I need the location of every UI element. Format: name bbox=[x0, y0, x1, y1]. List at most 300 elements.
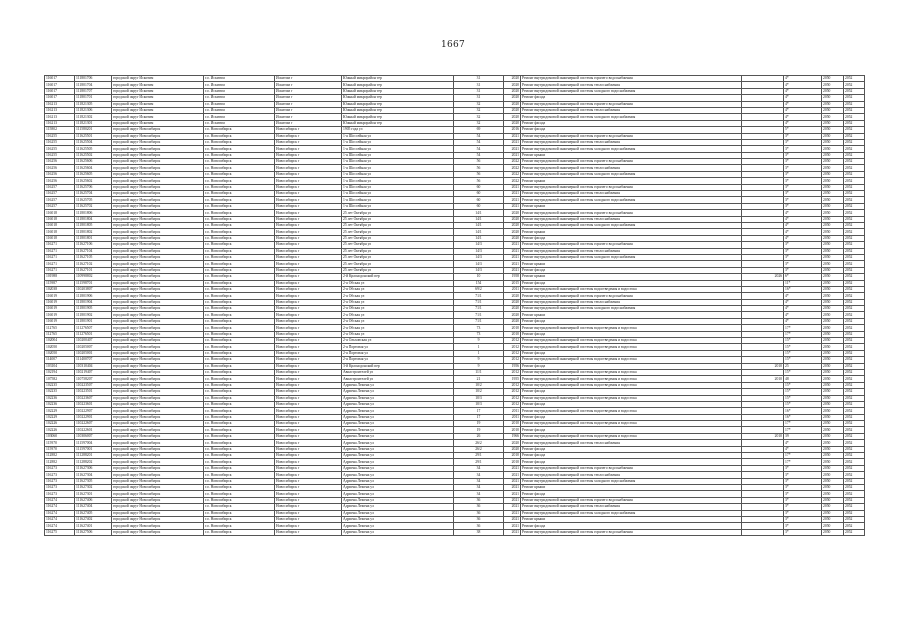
house-number-cell: 71/1 bbox=[454, 318, 504, 324]
year-cell: 1958 bbox=[504, 274, 521, 280]
city-district-cell: г.о. Новосибирск bbox=[204, 453, 275, 459]
house-number-cell: 26 bbox=[454, 433, 504, 439]
municipality-cell: городской округ Новосибирск bbox=[112, 504, 204, 510]
year-cell: 2022 bbox=[504, 159, 521, 165]
work-code-cell: 111627101 bbox=[75, 267, 112, 273]
house-id-cell: 102235 bbox=[45, 389, 75, 395]
plan-end-cell: 2052 bbox=[844, 369, 865, 375]
work-code-cell: 110223601 bbox=[75, 401, 112, 407]
municipality-cell: городской округ Новосибирск bbox=[112, 433, 204, 439]
work-type-cell: Ремонт фасада bbox=[521, 414, 742, 420]
house-number-cell: 60 bbox=[454, 203, 504, 209]
municipality-cell: городской округ Новосибирск bbox=[112, 350, 204, 356]
municipality-cell: городской округ Новосибирск bbox=[112, 414, 204, 420]
plan-end-cell: 2052 bbox=[844, 491, 865, 497]
street-cell: Адриена Лежена ул bbox=[342, 516, 454, 522]
wear-cell: 4* bbox=[784, 229, 822, 235]
house-number-cell: 14/1 bbox=[454, 235, 504, 241]
work-code-cell: 111276507 bbox=[75, 325, 112, 331]
year-cell: 1956 bbox=[504, 363, 521, 369]
city-district-cell: г.о. Новосибирск bbox=[204, 242, 275, 248]
locality-cell: Новосибирск г bbox=[275, 350, 342, 356]
street-cell: 2-я Ольховская ул bbox=[342, 338, 454, 344]
plan-end-cell: 2052 bbox=[844, 363, 865, 369]
locality-cell: Новосибирск г bbox=[275, 446, 342, 452]
municipality-cell: городской округ Новосибирск bbox=[112, 376, 204, 382]
plan-end-cell: 2052 bbox=[844, 446, 865, 452]
locality-cell: Новосибирск г bbox=[275, 139, 342, 145]
city-district-cell: г.о. Новосибирск bbox=[204, 191, 275, 197]
plan-start-cell: 2050 bbox=[822, 427, 844, 433]
work-code-cell: 110222607 bbox=[75, 421, 112, 427]
city-district-cell: г.о. Новосибирск bbox=[204, 197, 275, 203]
locality-cell: Новосибирск г bbox=[275, 472, 342, 478]
plan-start-cell: 2050 bbox=[822, 203, 844, 209]
house-id-cell: 116257 bbox=[45, 203, 75, 209]
work-type-cell: Ремонт внутридомовой инженерной системы водоотведения и водостока bbox=[521, 395, 742, 401]
plan-start-cell: 2050 bbox=[822, 216, 844, 222]
year-cell: 2021 bbox=[504, 472, 521, 478]
work-code-cell: 111598701 bbox=[75, 280, 112, 286]
street-cell: 1-я Шоссейная ул bbox=[342, 203, 454, 209]
street-cell: 25 лет Октября ул bbox=[342, 254, 454, 260]
plan-end-cell: 2052 bbox=[844, 146, 865, 152]
locality-cell: Новосибирск г bbox=[275, 465, 342, 471]
municipality-cell: городской округ Новосибирск bbox=[112, 529, 204, 535]
street-cell: 1-я Шоссейная ул bbox=[342, 197, 454, 203]
house-id-cell: 116019 bbox=[45, 318, 75, 324]
house-number-cell: 34 bbox=[454, 491, 504, 497]
house-number-cell: 9 bbox=[454, 357, 504, 363]
wear-cell: 6* bbox=[784, 274, 822, 280]
plan-end-cell: 2052 bbox=[844, 107, 865, 113]
street-cell: Адриена Лежена ул bbox=[342, 510, 454, 516]
street-cell: 2-я Обская ул bbox=[342, 312, 454, 318]
plan-end-cell: 2052 bbox=[844, 216, 865, 222]
house-id-cell: 103104 bbox=[45, 363, 75, 369]
house-number-cell: 26/2 bbox=[454, 440, 504, 446]
wear-cell: 4* bbox=[784, 306, 822, 312]
house-number-cell: 14/3 bbox=[454, 254, 504, 260]
house-number-cell: 32 bbox=[454, 107, 504, 113]
plan-end-cell: 2052 bbox=[844, 210, 865, 216]
year-cell: 2021 bbox=[504, 197, 521, 203]
house-id-cell: 116274 bbox=[45, 523, 75, 529]
work-type-cell: Ремонт внутридомовой инженерной системы горячего водоснабжения bbox=[521, 184, 742, 190]
year-cell: 2020 bbox=[504, 210, 521, 216]
municipality-cell: городской округ Новосибирск bbox=[112, 485, 204, 491]
plan-end-cell: 2052 bbox=[844, 516, 865, 522]
wear-cell: 3* bbox=[784, 510, 822, 516]
wear-cell: 4* bbox=[784, 312, 822, 318]
plan-end-cell: 2052 bbox=[844, 203, 865, 209]
wear-cell: 15* bbox=[784, 382, 822, 388]
locality-cell: Новосибирск г bbox=[275, 427, 342, 433]
street-cell: 2-я Обская ул bbox=[342, 325, 454, 331]
plan-end-cell: 2052 bbox=[844, 293, 865, 299]
city-district-cell: г.о. Новосибирск bbox=[204, 344, 275, 350]
work-type-cell: Ремонт фасада bbox=[521, 331, 742, 337]
wear-cell: 17* bbox=[784, 331, 822, 337]
street-cell: 1-я Шоссейная ул bbox=[342, 171, 454, 177]
year-cell: 2020 bbox=[504, 312, 521, 318]
municipality-cell: городской округ Новосибирск bbox=[112, 331, 204, 337]
plan-end-cell: 2052 bbox=[844, 261, 865, 267]
house-id-cell: 116271 bbox=[45, 254, 75, 260]
locality-cell: Новосибирск г bbox=[275, 248, 342, 254]
street-cell: 1-я Шоссейная ул bbox=[342, 165, 454, 171]
wear-cell: 3* bbox=[784, 171, 822, 177]
plan-start-cell: 2050 bbox=[822, 242, 844, 248]
work-code-cell: 111801906 bbox=[75, 293, 112, 299]
street-cell: Адриена Лежена ул bbox=[342, 395, 454, 401]
house-number-cell: 71/1 bbox=[454, 306, 504, 312]
work-type-cell: Ремонт фасада bbox=[521, 120, 742, 126]
house-number-cell: 34 bbox=[454, 485, 504, 491]
house-id-cell: 112765 bbox=[45, 325, 75, 331]
municipality-cell: городской округ Новосибирск bbox=[112, 382, 204, 388]
last-repair-year-cell: 2026 bbox=[742, 274, 784, 280]
last-repair-year-cell: 2010 bbox=[742, 433, 784, 439]
city-district-cell: г.о. Искитим bbox=[204, 95, 275, 101]
street-cell: 2-я Портовая ул bbox=[342, 344, 454, 350]
wear-cell: 17* bbox=[784, 421, 822, 427]
street-cell: 2-й Краснодонский пер bbox=[342, 274, 454, 280]
year-cell: 2021 bbox=[504, 254, 521, 260]
street-cell: Адриена Лежена ул bbox=[342, 453, 454, 459]
year-cell: 2021 bbox=[504, 465, 521, 471]
house-id-cell: 102236 bbox=[45, 395, 75, 401]
house-id-cell: 102038 bbox=[45, 286, 75, 292]
locality-cell: Новосибирск г bbox=[275, 216, 342, 222]
municipality-cell: городской округ Искитим bbox=[112, 95, 204, 101]
plan-end-cell: 2052 bbox=[844, 229, 865, 235]
street-cell: Адриена Лежена ул bbox=[342, 491, 454, 497]
street-cell: Адриена Лежена ул bbox=[342, 465, 454, 471]
work-code-cell: 111625606 bbox=[75, 159, 112, 165]
work-type-cell: Ремонт внутридомовой инженерной системы холодного водоснабжения bbox=[521, 146, 742, 152]
street-cell: 25 лет Октября ул bbox=[342, 222, 454, 228]
house-number-cell: 1 bbox=[454, 350, 504, 356]
wear-cell: 3* bbox=[784, 152, 822, 158]
plan-start-cell: 2050 bbox=[822, 312, 844, 318]
work-type-cell: Ремонт внутридомовой инженерной системы теплоснабжения bbox=[521, 82, 742, 88]
plan-start-cell: 2050 bbox=[822, 465, 844, 471]
municipality-cell: городской округ Искитим bbox=[112, 114, 204, 120]
plan-start-cell: 2050 bbox=[822, 254, 844, 260]
city-district-cell: г.о. Новосибирск bbox=[204, 248, 275, 254]
year-cell: 2021 bbox=[504, 203, 521, 209]
street-cell: Южный микрорайон тер bbox=[342, 76, 454, 82]
locality-cell: Новосибирск г bbox=[275, 389, 342, 395]
municipality-cell: городской округ Новосибирск bbox=[112, 395, 204, 401]
street-cell: 25 лет Октября ул bbox=[342, 248, 454, 254]
plan-end-cell: 2052 bbox=[844, 453, 865, 459]
locality-cell: Искитим г bbox=[275, 120, 342, 126]
municipality-cell: городской округ Новосибирск bbox=[112, 139, 204, 145]
locality-cell: Новосибирск г bbox=[275, 357, 342, 363]
year-cell: 2020 bbox=[504, 446, 521, 452]
plan-end-cell: 2052 bbox=[844, 114, 865, 120]
year-cell: 2022 bbox=[504, 165, 521, 171]
plan-end-cell: 2052 bbox=[844, 280, 865, 286]
locality-cell: Новосибирск г bbox=[275, 127, 342, 133]
locality-cell: Новосибирск г bbox=[275, 504, 342, 510]
municipality-cell: городской округ Новосибирск bbox=[112, 497, 204, 503]
year-cell: 2020 bbox=[504, 222, 521, 228]
city-district-cell: г.о. Новосибирск bbox=[204, 516, 275, 522]
street-cell: 2-я Обская ул bbox=[342, 306, 454, 312]
municipality-cell: городской округ Новосибирск bbox=[112, 235, 204, 241]
street-cell: 2-я Обская ул bbox=[342, 286, 454, 292]
work-code-cell: 110222601 bbox=[75, 427, 112, 433]
year-cell: 2021 bbox=[504, 497, 521, 503]
work-code-cell: 111597004 bbox=[75, 440, 112, 446]
municipality-cell: городской округ Новосибирск bbox=[112, 261, 204, 267]
city-district-cell: г.о. Новосибирск bbox=[204, 414, 275, 420]
street-cell: 1-я Шоссейная ул bbox=[342, 191, 454, 197]
city-district-cell: г.о. Искитим bbox=[204, 114, 275, 120]
street-cell: Адриена Лежена ул bbox=[342, 433, 454, 439]
city-district-cell: г.о. Новосибирск bbox=[204, 178, 275, 184]
wear-cell: 3* bbox=[784, 472, 822, 478]
city-district-cell: г.о. Новосибирск bbox=[204, 229, 275, 235]
work-code-cell: 111801707 bbox=[75, 88, 112, 94]
municipality-cell: городской округ Новосибирск bbox=[112, 197, 204, 203]
house-number-cell: 34 bbox=[454, 472, 504, 478]
locality-cell: Новосибирск г bbox=[275, 376, 342, 382]
work-type-cell: Ремонт фасада bbox=[521, 363, 742, 369]
plan-end-cell: 2052 bbox=[844, 401, 865, 407]
street-cell: 3-й Краснодонский пер bbox=[342, 363, 454, 369]
wear-cell: 16* bbox=[784, 408, 822, 414]
house-number-cell: 36 bbox=[454, 516, 504, 522]
work-type-cell: Ремонт внутридомовой инженерной системы водоотведения и водостока bbox=[521, 357, 742, 363]
street-cell: 25 лет Октября ул bbox=[342, 216, 454, 222]
year-cell: 2020 bbox=[504, 114, 521, 120]
wear-cell: 17* bbox=[784, 427, 822, 433]
year-cell: 2021 bbox=[504, 491, 521, 497]
street-cell: 2-я Портовая ул bbox=[342, 357, 454, 363]
city-district-cell: г.о. Новосибирск bbox=[204, 446, 275, 452]
city-district-cell: г.о. Новосибирск bbox=[204, 325, 275, 331]
plan-start-cell: 2050 bbox=[822, 152, 844, 158]
plan-start-cell: 2050 bbox=[822, 191, 844, 197]
locality-cell: Новосибирск г bbox=[275, 453, 342, 459]
work-code-cell: 111625604 bbox=[75, 165, 112, 171]
city-district-cell: г.о. Новосибирск bbox=[204, 152, 275, 158]
street-cell: Южный микрорайон тер bbox=[342, 107, 454, 113]
work-code-cell: 111801706 bbox=[75, 76, 112, 82]
plan-end-cell: 2052 bbox=[844, 242, 865, 248]
wear-cell: 25 bbox=[784, 363, 822, 369]
municipality-cell: городской округ Новосибирск bbox=[112, 491, 204, 497]
wear-cell: 3* bbox=[784, 504, 822, 510]
municipality-cell: городской округ Новосибирск bbox=[112, 523, 204, 529]
work-code-cell: 111627306 bbox=[75, 465, 112, 471]
city-district-cell: г.о. Новосибирск bbox=[204, 504, 275, 510]
work-type-cell: Ремонт внутридомовой инженерной системы холодного водоснабжения bbox=[521, 510, 742, 516]
municipality-cell: городской округ Новосибирск bbox=[112, 222, 204, 228]
year-cell: 2020 bbox=[504, 101, 521, 107]
locality-cell: Искитим г bbox=[275, 107, 342, 113]
house-number-cell: 60 bbox=[454, 197, 504, 203]
house-number-cell: 36 bbox=[454, 523, 504, 529]
house-number-cell: 10/3 bbox=[454, 395, 504, 401]
plan-end-cell: 2052 bbox=[844, 459, 865, 465]
year-cell: 2021 bbox=[504, 184, 521, 190]
work-type-cell: Ремонт внутридомовой инженерной системы теплоснабжения bbox=[521, 472, 742, 478]
house-number-cell: 31 bbox=[454, 95, 504, 101]
house-number-cell: 14/3 bbox=[454, 261, 504, 267]
house-number-cell: 17 bbox=[454, 408, 504, 414]
house-id-cell: 116273 bbox=[45, 465, 75, 471]
city-district-cell: г.о. Новосибирск bbox=[204, 267, 275, 273]
street-cell: Южный микрорайон тер bbox=[342, 82, 454, 88]
municipality-cell: городской округ Новосибирск bbox=[112, 286, 204, 292]
year-cell: 1966 bbox=[504, 433, 521, 439]
plan-start-cell: 2050 bbox=[822, 331, 844, 337]
locality-cell: Новосибирск г bbox=[275, 338, 342, 344]
work-code-cell: 110200407 bbox=[75, 338, 112, 344]
year-cell: 2011 bbox=[504, 414, 521, 420]
street-cell: 1-я Шоссейная ул bbox=[342, 184, 454, 190]
year-cell: 2012 bbox=[504, 338, 521, 344]
plan-start-cell: 2050 bbox=[822, 261, 844, 267]
plan-end-cell: 2052 bbox=[844, 523, 865, 529]
street-cell: Адриена Лежена ул bbox=[342, 504, 454, 510]
plan-end-cell: 2052 bbox=[844, 101, 865, 107]
work-type-cell: Ремонт внутридомовой инженерной системы теплоснабжения bbox=[521, 139, 742, 145]
city-district-cell: г.о. Новосибирск bbox=[204, 369, 275, 375]
plan-start-cell: 2050 bbox=[822, 133, 844, 139]
work-type-cell: Ремонт внутридомовой инженерной системы горячего водоснабжения bbox=[521, 465, 742, 471]
plan-start-cell: 2050 bbox=[822, 120, 844, 126]
city-district-cell: г.о. Новосибирск bbox=[204, 395, 275, 401]
wear-cell: 15* bbox=[784, 395, 822, 401]
municipality-cell: городской округ Искитим bbox=[112, 82, 204, 88]
street-cell: Авиастроителей ул bbox=[342, 369, 454, 375]
municipality-cell: городской округ Искитим bbox=[112, 88, 204, 94]
wear-cell: 11* bbox=[784, 280, 822, 286]
house-id-cell: 116256 bbox=[45, 159, 75, 165]
work-code-cell: 111625705 bbox=[75, 197, 112, 203]
work-type-cell: Ремонт внутридомовой инженерной системы холодного водоснабжения bbox=[521, 197, 742, 203]
work-code-cell: 110310404 bbox=[75, 363, 112, 369]
year-cell: 2012 bbox=[504, 382, 521, 388]
year-cell: 2022 bbox=[504, 171, 521, 177]
year-cell: 2021 bbox=[504, 261, 521, 267]
wear-cell: 3* bbox=[784, 146, 822, 152]
locality-cell: Новосибирск г bbox=[275, 191, 342, 197]
street-cell: 1-я Шоссейная ул bbox=[342, 139, 454, 145]
city-district-cell: г.о. Новосибирск bbox=[204, 299, 275, 305]
year-cell: 2021 bbox=[504, 267, 521, 273]
wear-cell: 3* bbox=[784, 465, 822, 471]
city-district-cell: г.о. Новосибирск bbox=[204, 433, 275, 439]
house-number-cell: 38 bbox=[454, 529, 504, 535]
wear-cell: 17* bbox=[784, 325, 822, 331]
house-id-cell: 116213 bbox=[45, 101, 75, 107]
plan-start-cell: 2050 bbox=[822, 107, 844, 113]
municipality-cell: городской округ Искитим bbox=[112, 76, 204, 82]
locality-cell: Новосибирск г bbox=[275, 529, 342, 535]
city-district-cell: г.о. Новосибирск bbox=[204, 318, 275, 324]
work-type-cell: Ремонт внутридомовой инженерной системы водоотведения и водостока bbox=[521, 382, 742, 388]
house-id-cell: 101988 bbox=[45, 274, 75, 280]
plan-end-cell: 2052 bbox=[844, 414, 865, 420]
house-number-cell: 10/2 bbox=[454, 382, 504, 388]
locality-cell: Новосибирск г bbox=[275, 229, 342, 235]
wear-cell: 3* bbox=[784, 516, 822, 522]
plan-end-cell: 2052 bbox=[844, 389, 865, 395]
city-district-cell: г.о. Новосибирск bbox=[204, 338, 275, 344]
street-cell: Южный микрорайон тер bbox=[342, 95, 454, 101]
wear-cell: 15* bbox=[784, 357, 822, 363]
work-schedule-table bbox=[44, 75, 865, 536]
plan-end-cell: 2052 bbox=[844, 159, 865, 165]
wear-cell: 16* bbox=[784, 414, 822, 420]
plan-end-cell: 2052 bbox=[844, 338, 865, 344]
house-number-cell: 56 bbox=[454, 171, 504, 177]
municipality-cell: городской округ Новосибирск bbox=[112, 453, 204, 459]
street-cell: Авиастроителей ул bbox=[342, 376, 454, 382]
work-code-cell: 111801904 bbox=[75, 299, 112, 305]
municipality-cell: городской округ Искитим bbox=[112, 107, 204, 113]
work-code-cell: 110222901 bbox=[75, 414, 112, 420]
work-code-cell: 111801801 bbox=[75, 235, 112, 241]
city-district-cell: г.о. Новосибирск bbox=[204, 254, 275, 260]
work-code-cell: 111625702 bbox=[75, 203, 112, 209]
wear-cell: 4* bbox=[784, 120, 822, 126]
house-number-cell: 34 bbox=[454, 465, 504, 471]
table-body bbox=[45, 76, 865, 536]
work-code-cell: 110998802 bbox=[75, 274, 112, 280]
work-type-cell: Ремонт внутридомовой инженерной системы теплоснабжения bbox=[521, 191, 742, 197]
house-number-cell: 73 bbox=[454, 325, 504, 331]
plan-end-cell: 2052 bbox=[844, 95, 865, 101]
city-district-cell: г.о. Новосибирск bbox=[204, 235, 275, 241]
street-cell: 1-я Шоссейная ул bbox=[342, 152, 454, 158]
plan-end-cell: 2052 bbox=[844, 376, 865, 382]
work-type-cell: Ремонт фасада bbox=[521, 523, 742, 529]
plan-end-cell: 2052 bbox=[844, 421, 865, 427]
work-code-cell: 111625501 bbox=[75, 133, 112, 139]
work-type-cell: Ремонт фасада bbox=[521, 459, 742, 465]
city-district-cell: г.о. Новосибирск bbox=[204, 210, 275, 216]
plan-start-cell: 2050 bbox=[822, 472, 844, 478]
work-type-cell: Ремонт внутридомовой инженерной системы водоотведения и водостока bbox=[521, 369, 742, 375]
plan-end-cell: 2052 bbox=[844, 472, 865, 478]
wear-cell: 3* bbox=[784, 242, 822, 248]
year-cell: 2020 bbox=[504, 82, 521, 88]
municipality-cell: городской округ Новосибирск bbox=[112, 210, 204, 216]
house-number-cell: 9 bbox=[454, 363, 504, 369]
street-cell: 2-я Обская ул bbox=[342, 318, 454, 324]
year-cell: 2021 bbox=[504, 504, 521, 510]
year-cell: 2021 bbox=[504, 139, 521, 145]
work-type-cell: Ремонт внутридомовой инженерной системы горячего водоснабжения bbox=[521, 133, 742, 139]
house-number-cell: 54 bbox=[454, 133, 504, 139]
locality-cell: Новосибирск г bbox=[275, 197, 342, 203]
wear-cell: 4* bbox=[784, 216, 822, 222]
municipality-cell: городской округ Новосибирск bbox=[112, 248, 204, 254]
house-id-cell: 116017 bbox=[45, 76, 75, 82]
work-type-cell: Ремонт внутридомовой инженерной системы теплоснабжения bbox=[521, 440, 742, 446]
work-code-cell: 110203807 bbox=[75, 286, 112, 292]
work-code-cell: 110205007 bbox=[75, 344, 112, 350]
plan-start-cell: 2050 bbox=[822, 248, 844, 254]
